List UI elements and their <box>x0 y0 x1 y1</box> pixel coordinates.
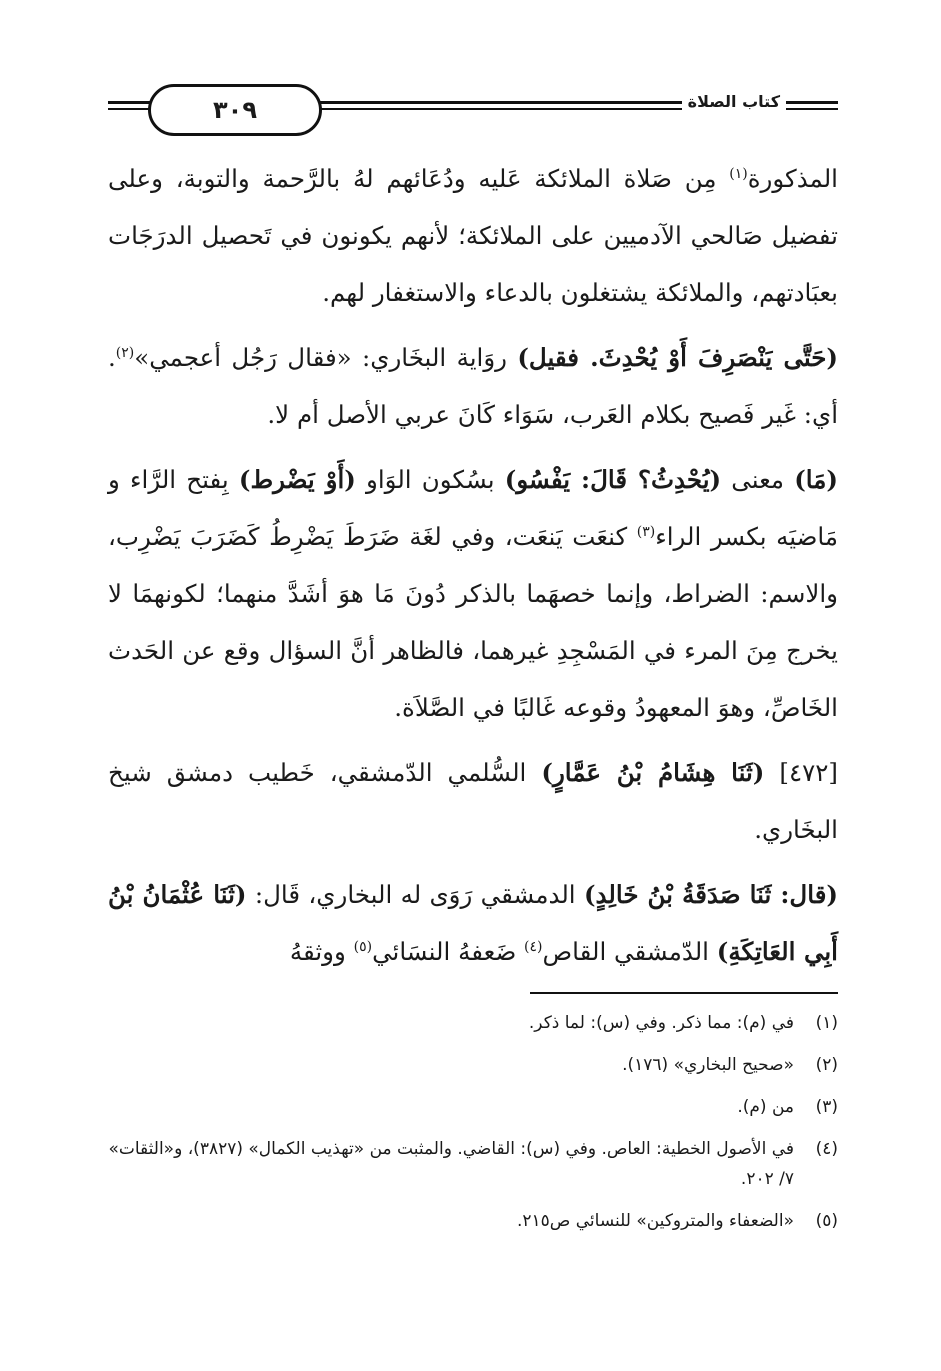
footnote-2 <box>108 1050 838 1080</box>
text: الدمشقي رَوَى له البخاري، قَال: <box>246 880 584 909</box>
quoted-matn: (ثَنَا هِشَامُ بْنُ عَمَّارٍ) <box>541 758 765 787</box>
hadith-number: [٤٧٢] <box>764 758 838 787</box>
footnote-ref-5: (٥) <box>353 938 373 955</box>
footnote-1 <box>108 1008 838 1038</box>
page-header <box>108 82 838 134</box>
quoted-matn: (مَا) <box>794 465 838 494</box>
paragraph-1 <box>108 150 838 321</box>
text: بسُكون الوَاو <box>355 465 505 494</box>
footnote-text: في (م): مما ذكر. وفي (س): لما ذكر. <box>528 1013 794 1033</box>
footnote-text: «الضعفاء والمتروكين» للنسائي ص٢١٥. <box>516 1211 794 1231</box>
footnote-5 <box>108 1206 838 1236</box>
text: السُّلمي الدّمشقي، خَطيب دمشق شيخ البخَاري. <box>108 758 838 844</box>
footnote-text: «صحيح البخاري» (١٧٦). <box>622 1055 794 1075</box>
quoted-matn: (حَتَّى يَنْصَرِفَ أَوْ يُحْدِثَ. فقيل) <box>517 343 838 372</box>
main-text <box>108 150 838 988</box>
footnote-number: (٤) <box>815 1139 838 1159</box>
footnote-text: في الأصول الخطية: العاص. وفي (س): القاضي. والمثبت من «تهذيب الكمال» (٣٨٢٧)، و«الثقات» ٧/ ٢٠٢. <box>108 1139 794 1189</box>
footnote-ref-4: (٤) <box>524 938 543 955</box>
footnote-number: (٥) <box>815 1211 838 1231</box>
text: مِن صَلاة الملائكة عَليه ودُعَائهم لهُ بالرَّحمة والتوبة، وعلى تفضيل صَالحي الآدميين على الملائكة؛ لأنهم يكونون في تَحصيل الدرَجَات بعبَادتهم، والملائكة يشتغلون بالدعاء والاستغفار لهم. <box>108 164 838 307</box>
page-number: ٣٠٩ <box>148 84 322 136</box>
text: معنى <box>721 465 795 494</box>
text: بِفتح الرَّاء و مَاضيَه بكسر الراء <box>108 465 838 551</box>
footnote-ref-1: (١) <box>729 165 748 182</box>
paragraph-2 <box>108 329 838 443</box>
text: . أي: غَير فَصيح بكلام العَرب، سَوَاء كَانَ عربي الأصل أم لا. <box>108 343 838 429</box>
text: ضَعفهُ النسَائي <box>372 937 525 966</box>
text: ووثقهُ <box>289 937 354 966</box>
quoted-matn: (ثَنَا عُثْمَانُ بْنُ أَبِي العَاتِكَةِ) <box>108 880 838 966</box>
footnote-number: (٣) <box>815 1097 838 1117</box>
footnote-ref-2: (٢) <box>115 344 135 361</box>
text: روَاية البخَاري: «فقال رَجُل أعجمي» <box>134 343 518 372</box>
footnote-number: (١) <box>815 1013 838 1033</box>
footnotes <box>108 1008 838 1248</box>
footnote-separator <box>530 992 838 994</box>
text: كنعَت يَنعَت، وفي لغَة ضَرَطَ يَضْرِطُ كَضَرَبَ يَضْرِب، والاسم: الضراط، وإنما خصهَما بالذكر دُونَ مَا هوَ أشَدَّ منهما؛ لكونهمَا لا يخرج مِنَ المرء في المَسْجِدِ غيرهما، فالظاهر أنَّ السؤال وقع عن الحَدث الخَاصِّ، وهوَ المعهودُ وقوعه غَالبًا في الصَّلاَة. <box>108 522 838 722</box>
footnote-number: (٢) <box>815 1055 838 1075</box>
text: المذكورة <box>747 164 838 193</box>
footnote-4 <box>108 1134 838 1194</box>
footnote-ref-3: (٣) <box>636 523 656 540</box>
quoted-matn: (يُحْدِثُ؟ قَالَ: يَفْسُو) <box>504 465 722 494</box>
footnote-3 <box>108 1092 838 1122</box>
paragraph-5 <box>108 866 838 980</box>
quoted-matn: (أَوْ يَضْرط) <box>238 465 356 494</box>
paragraph-3 <box>108 451 838 736</box>
text: الدّمشقي القاص <box>542 937 717 966</box>
paragraph-4 <box>108 744 838 858</box>
quoted-matn: (قال: ثَنَا صَدَقَةُ بْنُ خَالِدٍ) <box>583 880 839 909</box>
footnote-text: من (م). <box>737 1097 794 1117</box>
running-title: كتاب الصلاة <box>682 92 786 111</box>
